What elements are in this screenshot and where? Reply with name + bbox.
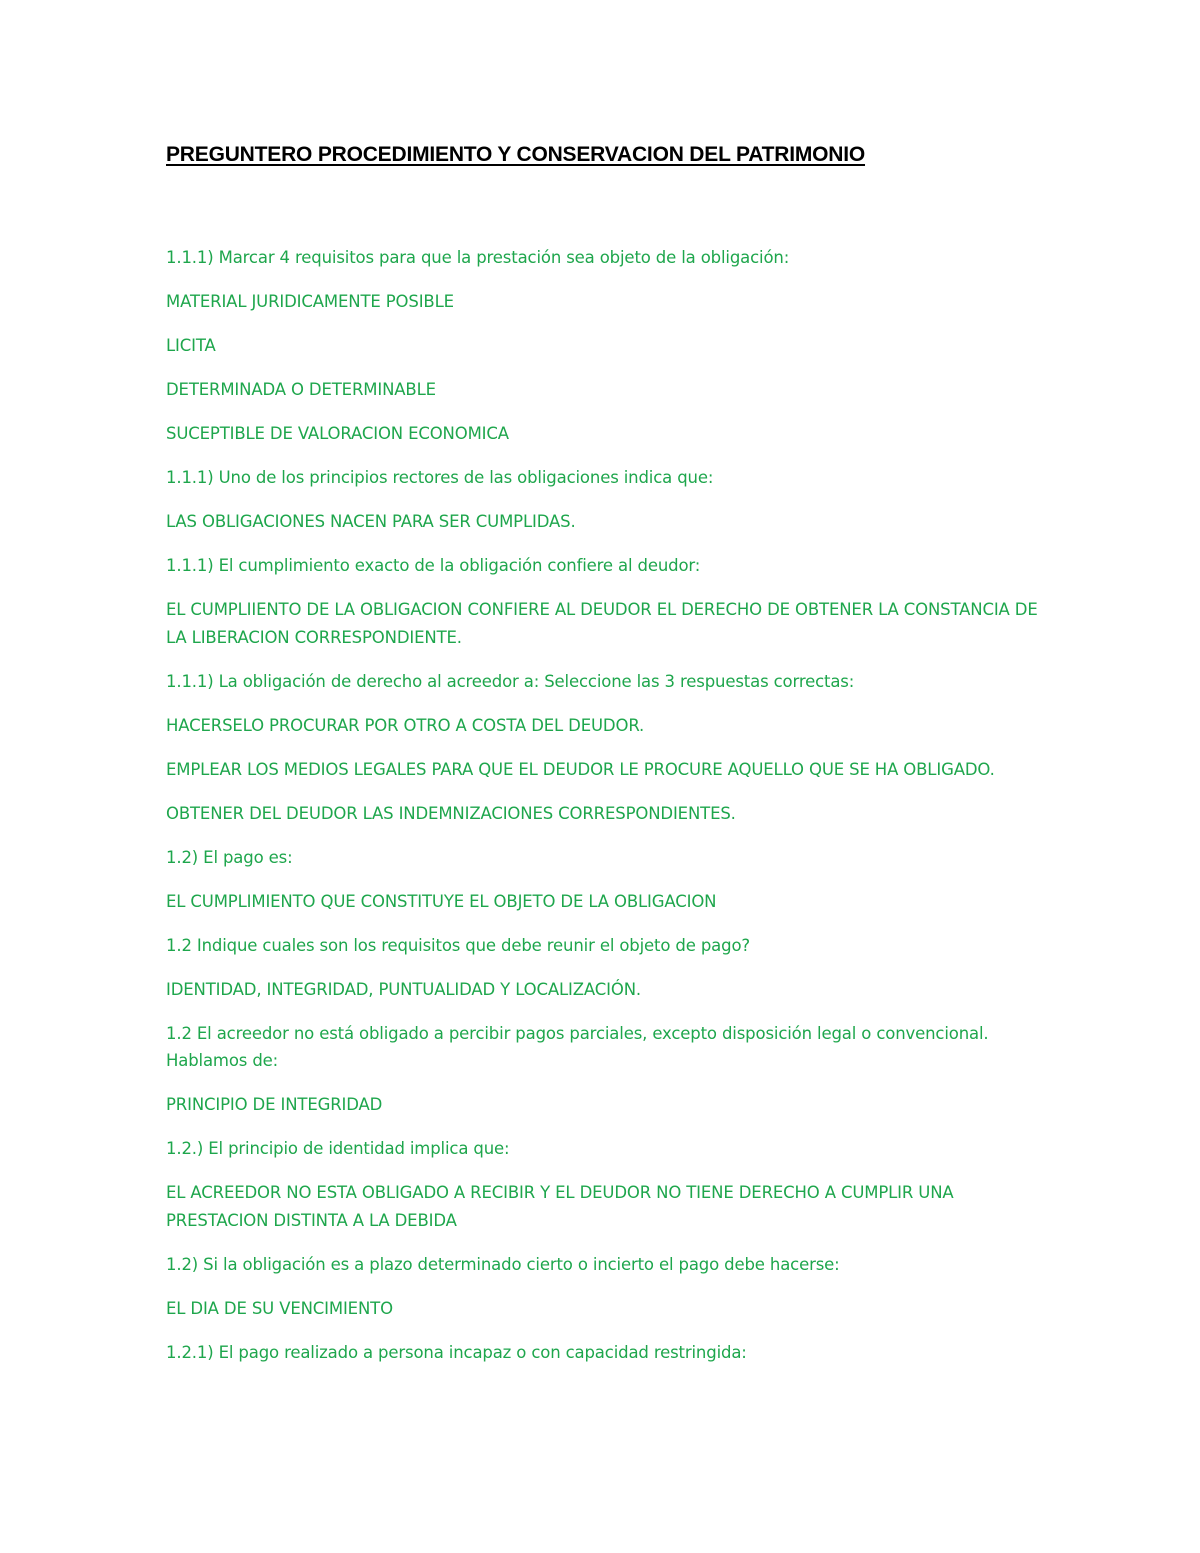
answer-line: PRINCIPIO DE INTEGRIDAD <box>166 1095 383 1114</box>
answer-line: IDENTIDAD, INTEGRIDAD, PUNTUALIDAD Y LOCALIZACIÓN. <box>166 979 641 999</box>
answer-line: EL ACREEDOR NO ESTA OBLIGADO A RECIBIR Y EL DEUDOR NO TIENE DERECHO A CUMPLIR UNA PRESTACION DISTINTA A LA DEBIDA <box>166 1183 954 1230</box>
answer-line: HACERSELO PROCURAR POR OTRO A COSTA DEL DEUDOR. <box>166 715 645 735</box>
question-line: 1.1.1) Uno de los principios rectores de las obligaciones indica que: <box>166 468 714 487</box>
question-line: 1.2.1) El pago realizado a persona incapaz o con capacidad restringida: <box>166 1342 747 1362</box>
answer-line: EL DIA DE SU VENCIMIENTO <box>166 1298 393 1318</box>
document-page <box>166 0 1046 1553</box>
answer-line: EL CUMPLIIENTO DE LA OBLIGACION CONFIERE AL DEUDOR EL DERECHO DE OBTENER LA CONSTANCIA DE LA LIBERACION CORRESPONDIENTE. <box>166 600 1038 647</box>
question-line: 1.2 Indique cuales son los requisitos que debe reunir el objeto de pago? <box>166 935 750 955</box>
question-answer-list <box>166 244 1046 1383</box>
question-line: 1.1.1) Marcar 4 requisitos para que la prestación sea objeto de la obligación: <box>166 248 790 267</box>
question-line: 1.2) El pago es: <box>166 847 293 867</box>
question-line: 1.2) Si la obligación es a plazo determinado cierto o incierto el pago debe hacerse: <box>166 1254 840 1274</box>
answer-line: MATERIAL JURIDICAMENTE POSIBLE <box>166 292 454 311</box>
answer-line: EL CUMPLIMIENTO QUE CONSTITUYE EL OBJETO DE LA OBLIGACION <box>166 891 717 911</box>
question-line: 1.1.1) El cumplimiento exacto de la obligación confiere al deudor: <box>166 556 701 575</box>
answer-line: DETERMINADA O DETERMINABLE <box>166 380 436 399</box>
answer-line: SUCEPTIBLE DE VALORACION ECONOMICA <box>166 424 509 443</box>
question-line: 1.1.1) La obligación de derecho al acreedor a: Seleccione las 3 respuestas correctas: <box>166 671 855 691</box>
answer-line: LICITA <box>166 336 216 355</box>
question-line: 1.2 El acreedor no está obligado a percibir pagos parciales, excepto disposición legal o convencional. Hablamos de: <box>166 1023 989 1070</box>
answer-line: LAS OBLIGACIONES NACEN PARA SER CUMPLIDAS. <box>166 512 576 531</box>
answer-line: OBTENER DEL DEUDOR LAS INDEMNIZACIONES CORRESPONDIENTES. <box>166 803 736 823</box>
question-line: 1.2.) El principio de identidad implica que: <box>166 1139 510 1158</box>
answer-line: EMPLEAR LOS MEDIOS LEGALES PARA QUE EL DEUDOR LE PROCURE AQUELLO QUE SE HA OBLIGADO. <box>166 759 995 779</box>
document-title: PREGUNTERO PROCEDIMIENTO Y CONSERVACION DEL PATRIMONIO <box>166 143 866 166</box>
